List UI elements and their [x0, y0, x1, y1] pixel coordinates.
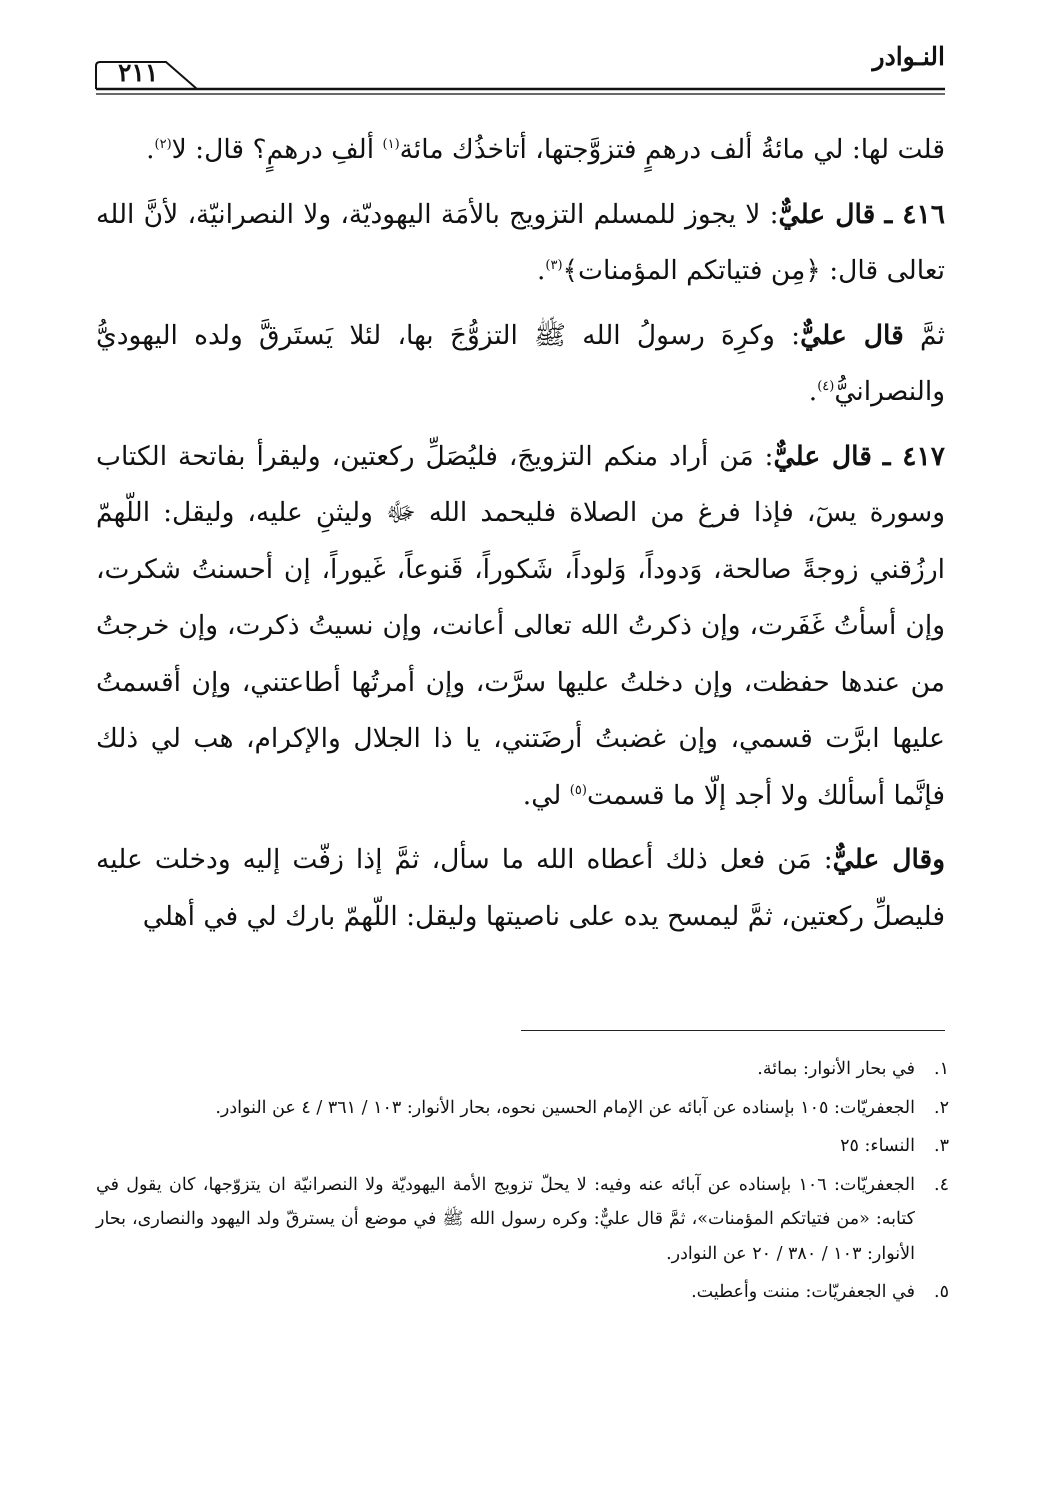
footnote-ref[interactable]: (٥) [569, 782, 587, 798]
speaker-label: قال عليٌّ [778, 198, 876, 230]
footnote-number: ٤. [934, 1174, 949, 1195]
footnote-text: الجعفريّات: ١٠٥ بإسناده عن آبائه عن الإمام الحسين نحوه، بحار الأنوار: ١٠٣ / ٣٦١ / ٤ عن النوادر. [215, 1097, 915, 1118]
footnote-item [96, 1129, 949, 1164]
hadith-number: ٤١٦ ـ [884, 198, 945, 230]
footnote-item [96, 1168, 949, 1272]
paragraph: وقال عليٌّ: مَن فعل ذلك أعطاه الله ما سأل، ثمَّ إذا زفّت إليه ودخلت عليه فليصلِّ ركعتين، ثمَّ ليمسح يده على ناصيتها وليقل: اللّهمّ بارك لي في أهلي [96, 844, 945, 932]
paragraph: قلت لها: لي مائةُ ألف درهمٍ فتزوَّجتها، أتاخذُك مائة$^{(١)}$ ألفِ درهمٍ؟ قال: لا$^{(٢)}$. [146, 134, 945, 165]
speaker-label: قال عليٌّ [773, 440, 872, 472]
footnote-text: الجعفريّات: ١٠٦ بإسناده عن آبائه عنه وفيه: لا يحلّ تزويج الأمة اليهوديّة ولا النصرانيّة ان يتزوّجها، كان يقول في كتابه: «من فتياتكم المؤمنات»، ثمَّ قال عليٌّ: وكره رسول الله ﷺ في موضع أن يسترقّ ولد اليهود والنصارى، بحار الأنوار: ١٠٣ / ٣٨٠ / ٢٠ عن النوادر. [96, 1174, 915, 1264]
footnote-number: ٣. [934, 1136, 949, 1156]
footnote-ref[interactable]: (٢) [154, 137, 172, 153]
paragraph: ثمَّ قال عليٌّ: وكرِهَ رسولُ الله ﷺ التزوُّجَ بها، لئلا يَستَرقَّ ولده اليهوديُّ والنصرانيُّ$^{(٤)}$. [96, 319, 945, 407]
footnote-separator [521, 1030, 945, 1031]
speaker-label: وقال عليٌّ [832, 844, 945, 875]
footnote-text: في الجعفريّات: مننت وأعطيت. [691, 1282, 915, 1302]
paragraph-hadith-417: ٤١٧ ـ قال عليٌّ: مَن أراد منكم التزويجَ، فليُصَلِّ ركعتين، وليقرأ بفاتحة الكتاب وسورة يسٓ، فإذا فرغ من الصلاة فليحمد الله ﷻ وليثنِ عليه، وليقل: اللّهمّ ارزُقني زوجةً صالحة، وَدوداً، وَلوداً، شَكوراً، قَنوعاً، غَيوراً، إن أحسنتُ شكرت، وإن أسأتُ غَفَرت، وإن ذكرتُ الله تعالى أعانت، وإن نسيتُ ذكرت، وإن خرجتُ من عندها حفظت، وإن دخلتُ عليها سرَّت، وإن أمرتُها أطاعتني، وإن أقسمتُ عليها ابرَّت قسمي، وإن غضبتُ أرضَتني، يا ذا الجلال والإكرام، هب لي ذلك فإنَّما أسألك ولا أجد إلّا ما قسمت$^{(٥)}$ لي. [96, 440, 945, 811]
footnote-number: ١. [934, 1059, 949, 1079]
main-text [96, 122, 945, 953]
page-number: ٢١١ [118, 58, 159, 87]
speaker-label: قال عليٌّ [800, 319, 904, 351]
footnote-item [96, 1091, 949, 1126]
hadith-number: ٤١٧ ـ [882, 440, 945, 472]
footnote-number: ٢. [934, 1097, 949, 1118]
footnote-number: ٥. [934, 1282, 949, 1302]
running-head-title: النـوادر [872, 42, 945, 71]
footnote-ref[interactable]: (٣) [545, 258, 563, 274]
footnote-ref[interactable]: (١) [382, 137, 400, 153]
footnote-text: النساء: ٢٥ [840, 1136, 915, 1156]
footnote-item [96, 1052, 949, 1087]
paragraph-hadith-416: ٤١٦ ـ قال عليٌّ: لا يجوز للمسلم التزويج بالأمَة اليهوديّة، ولا النصرانيّة، لأنَّ الله تعالى قال: ﴿مِن فتياتكم المؤمنات﴾$^{(٣)}$. [96, 198, 945, 286]
footnote-item [96, 1275, 949, 1310]
footnotes [96, 1052, 949, 1314]
footnote-ref[interactable]: (٤) [817, 379, 835, 395]
footnote-text: في بحار الأنوار: بمائة. [757, 1059, 915, 1079]
